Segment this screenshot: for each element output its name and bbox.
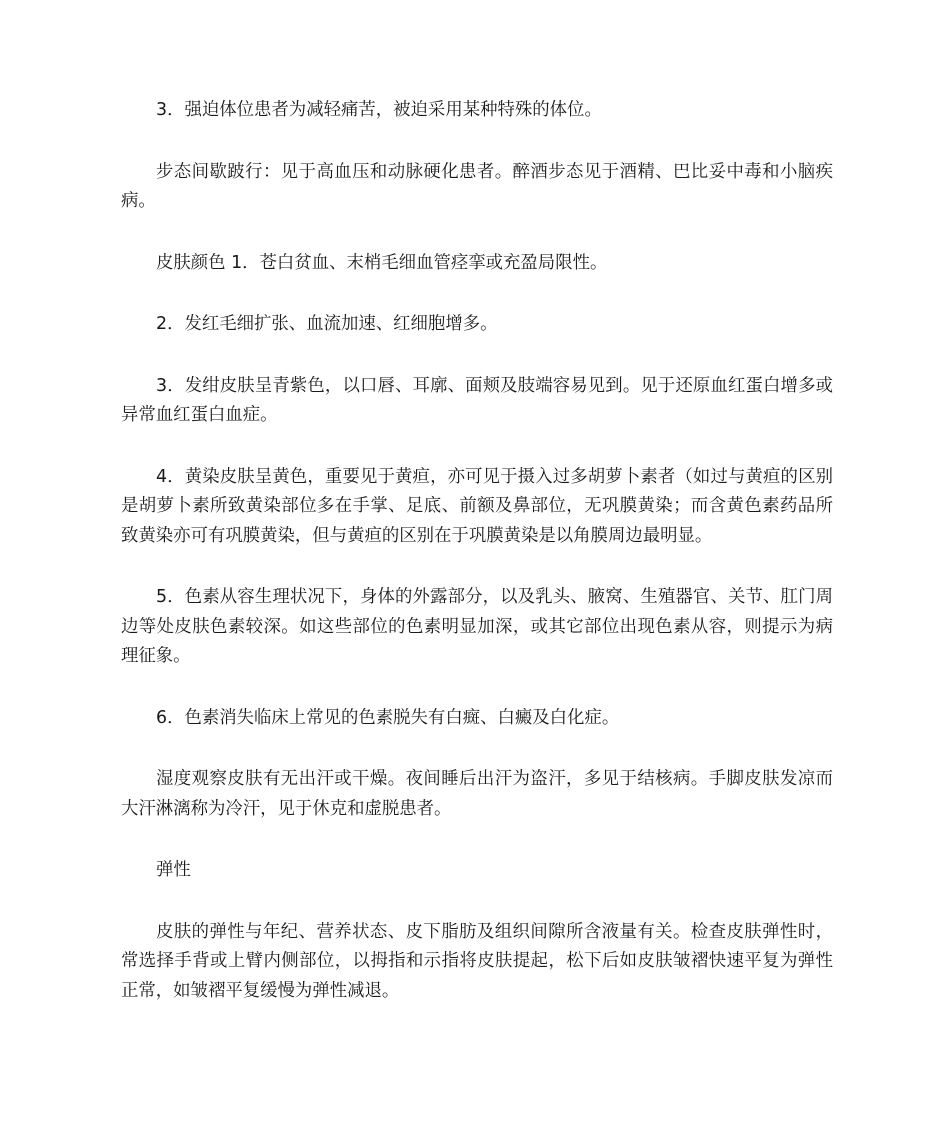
paragraph-skin-color-pale: 皮肤颜色 1．苍白贫血、末梢毛细血管痉挛或充盈局限性。 (156, 252, 608, 273)
section-heading-elasticity: 弹性 (156, 860, 191, 880)
paragraph-cyanosis: 3．发绀皮肤呈青紫色，以口唇、耳廓、面颊及肢端容易见到。见于还原血红蛋白增多或异常血红蛋白血症。 (121, 375, 833, 425)
paragraph-elasticity: 皮肤的弹性与年纪、营养状态、皮下脂肪及组织间隙所含液量有关。检查皮肤弹性时，常选择手背或上臂内侧部位，以拇指和示指将皮肤提起，松下后如皮肤皱褶快速平复为弹性正常，如皱褶平复缓慢为弹性减退。 (121, 921, 833, 1001)
paragraph-forced-posture: 3．强迫体位患者为减轻痛苦，被迫采用某种特殊的体位。 (156, 100, 602, 120)
paragraph-pigmentation: 5．色素从容生理状况下，身体的外露部分，以及乳头、腋窝、生殖器官、关节、肛门周边等处皮肤色素较深。如这些部位的色素明显加深，或其它部位出现色素从容，则提示为病理征象。 (121, 587, 833, 666)
paragraph-gait: 步态间歇跛行：见于高血压和动脉硬化患者。醉酒步态见于酒精、巴比妥中毒和小脑疾病。 (121, 161, 833, 211)
paragraph-jaundice: 4．黄染皮肤呈黄色，重要见于黄疸，亦可见于摄入过多胡萝卜素者（如过与黄疸的区别是胡萝卜素所致黄染部位多在手掌、足底、前额及鼻部位，无巩膜黄染；而含黄色素药品所致黄染亦可有巩膜黄染，但与黄疸的区别在于巩膜黄染是以角膜周边最明显。 (121, 466, 833, 546)
document-body (121, 96, 833, 1038)
paragraph-depigmentation: 6．色素消失临床上常见的色素脱失有白癍、白癜及白化症。 (156, 707, 620, 728)
paragraph-humidity: 湿度观察皮肤有无出汗或干燥。夜间睡后出汗为盗汗，多见于结核病。手脚皮肤发凉而大汗淋漓称为冷汗，见于休克和虚脱患者。 (121, 769, 833, 819)
paragraph-skin-red: 2．发红毛细扩张、血流加速、红细胞增多。 (156, 314, 498, 334)
